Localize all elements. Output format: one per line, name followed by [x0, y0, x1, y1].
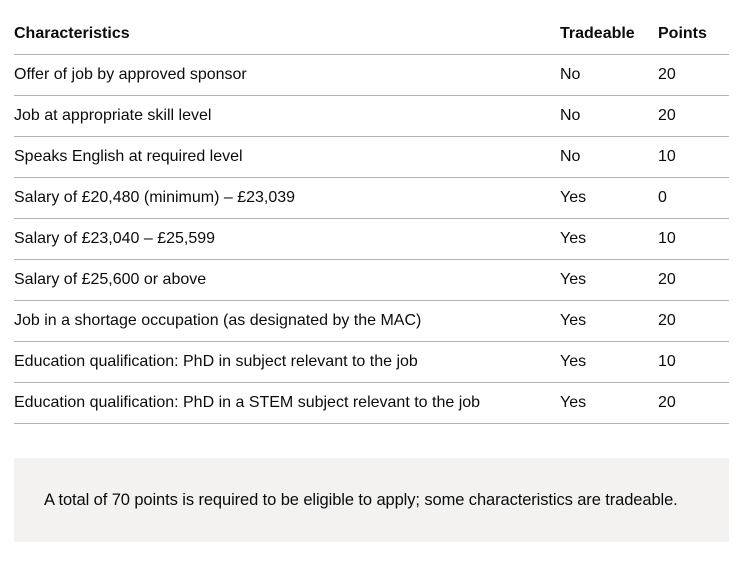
cell-tradeable: No: [560, 55, 658, 96]
cell-points: 20: [658, 383, 729, 424]
cell-tradeable: No: [560, 96, 658, 137]
points-table: [14, 24, 729, 424]
table-row: [14, 96, 729, 137]
cell-characteristic: Offer of job by approved sponsor: [14, 55, 560, 96]
header-cell-characteristics: Characteristics: [14, 24, 560, 55]
table-row: [14, 342, 729, 383]
note-text: A total of 70 points is required to be eligible to apply; some characteristics are tradeable.: [44, 491, 678, 509]
cell-tradeable: Yes: [560, 219, 658, 260]
cell-tradeable: Yes: [560, 260, 658, 301]
cell-points: 10: [658, 342, 729, 383]
cell-points: 20: [658, 260, 729, 301]
table-row: [14, 219, 729, 260]
cell-characteristic: Salary of £20,480 (minimum) – £23,039: [14, 178, 560, 219]
table-row: [14, 178, 729, 219]
cell-tradeable: Yes: [560, 383, 658, 424]
cell-characteristic: Salary of £25,600 or above: [14, 260, 560, 301]
cell-points: 20: [658, 96, 729, 137]
cell-tradeable: Yes: [560, 178, 658, 219]
table-row: [14, 137, 729, 178]
table-header-row: [14, 24, 729, 55]
note-panel: [14, 458, 729, 542]
cell-points: 0: [658, 178, 729, 219]
table-row: [14, 383, 729, 424]
table-row: [14, 55, 729, 96]
cell-tradeable: Yes: [560, 342, 658, 383]
cell-points: 20: [658, 55, 729, 96]
table-row: [14, 260, 729, 301]
cell-characteristic: Speaks English at required level: [14, 137, 560, 178]
cell-characteristic: Job at appropriate skill level: [14, 96, 560, 137]
cell-points: 10: [658, 137, 729, 178]
cell-points: 10: [658, 219, 729, 260]
header-cell-tradeable: Tradeable: [560, 24, 658, 55]
cell-tradeable: No: [560, 137, 658, 178]
cell-characteristic: Education qualification: PhD in subject relevant to the job: [14, 342, 560, 383]
cell-points: 20: [658, 301, 729, 342]
header-cell-points: Points: [658, 24, 729, 55]
cell-characteristic: Job in a shortage occupation (as designated by the MAC): [14, 301, 560, 342]
table-row: [14, 301, 729, 342]
cell-characteristic: Education qualification: PhD in a STEM subject relevant to the job: [14, 383, 560, 424]
cell-tradeable: Yes: [560, 301, 658, 342]
cell-characteristic: Salary of £23,040 – £25,599: [14, 219, 560, 260]
